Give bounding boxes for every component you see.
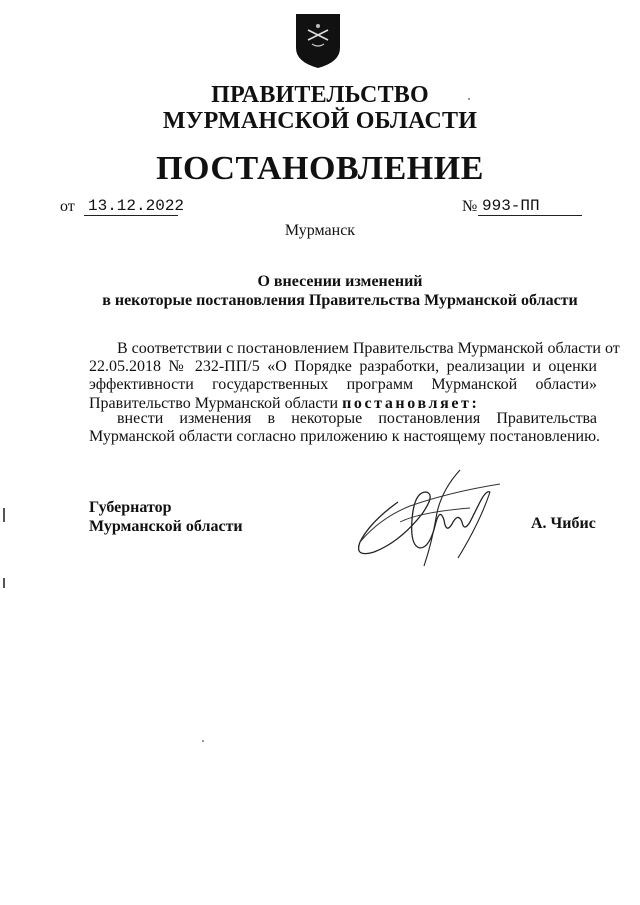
body-line: Мурманской области согласно приложению к настоящему постановлению. (89, 428, 601, 446)
body-line-text: Правительство Мурманской области (89, 394, 339, 412)
organization-name-line1: ПРАВИТЕЛЬСТВО (211, 82, 429, 108)
scan-margin-mark (3, 508, 5, 522)
subject-line1: О внесении изменений (257, 273, 423, 290)
coat-of-arms-icon (294, 12, 342, 70)
decree-keyword: постановляет: (342, 394, 480, 412)
organization-name-line2: МУРМАНСКОЙ ОБЛАСТИ (162, 108, 478, 134)
document-type-title: ПОСТАНОВЛЕНИЕ (156, 150, 484, 187)
number-prefix: № (462, 198, 478, 215)
handwritten-signature (340, 462, 540, 572)
body-line: В соответствии с постановлением Правительства Мурманской области от (117, 340, 620, 357)
paragraph-basis (89, 340, 620, 413)
document-date: 13.12.2022 (84, 197, 178, 216)
date-prefix: от (60, 198, 75, 215)
subject-line2: в некоторые постановления Правительства Мурманской области (102, 292, 578, 309)
signatory-title-line2: Мурманской области (89, 518, 243, 535)
scan-speck (468, 98, 470, 100)
signatory-title (89, 498, 243, 536)
scan-margin-mark (3, 578, 5, 588)
body-line: внести изменения в некоторые постановления Правительства (117, 410, 597, 427)
signatory-title-line1: Губернатор (89, 499, 172, 516)
scan-speck (202, 740, 204, 742)
body-line: эффективности государственных программ Мурманской области» (89, 376, 597, 394)
document-number: 993-ПП (478, 197, 582, 216)
city-name: Мурманск (284, 222, 356, 239)
signatory-name: А. Чибис (531, 515, 596, 532)
paragraph-resolution (89, 410, 601, 446)
body-line: 22.05.2018 № 232-ПП/5 «О Порядке разработки, реализации и оценки (89, 358, 597, 376)
